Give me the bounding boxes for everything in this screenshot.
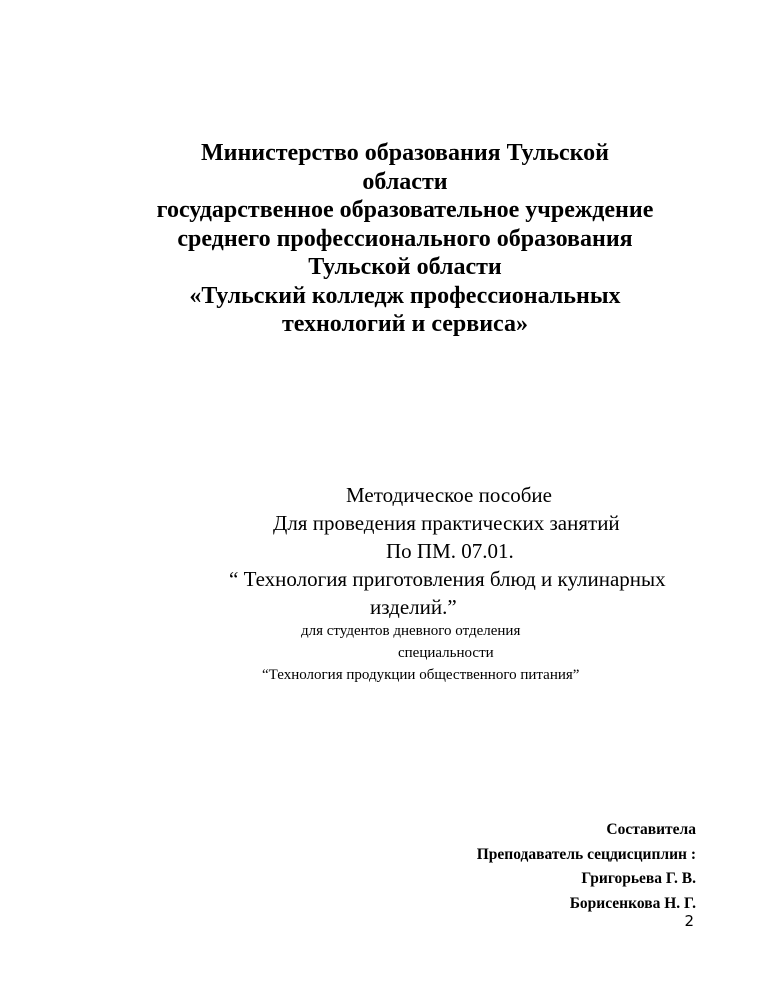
author-name: Григорьева Г. В. xyxy=(581,870,696,887)
authors-role: Преподаватель сецдисциплин : xyxy=(476,845,696,863)
header-line: Министерство образования Тульской xyxy=(200,140,610,166)
manual-type: Методическое пособие xyxy=(346,483,552,507)
header-line: среднего профессионального образования xyxy=(177,225,633,252)
manual-module: По ПМ. 07.01. xyxy=(386,539,514,563)
manual-topic-line1: “ Технология приготовления блюд и кулинарных xyxy=(229,567,666,591)
specialty-label: специальности xyxy=(398,645,494,661)
specialty-name: “Технология продукции общественного питания” xyxy=(262,667,580,683)
author-name: Борисенкова Н. Г. xyxy=(569,894,696,912)
header-line: государственное образовательное учреждение xyxy=(156,197,654,223)
header-line: области xyxy=(362,168,448,195)
authors-block xyxy=(477,818,696,916)
header-line: технологий и сервиса» xyxy=(282,311,528,337)
manual-topic-line2: изделий.” xyxy=(370,595,457,619)
page-number: 2 xyxy=(684,912,694,930)
header-line: «Тульский колледж профессиональных xyxy=(189,282,621,309)
header-line: Тульской области xyxy=(308,254,502,280)
manual-purpose: Для проведения практических занятий xyxy=(273,511,620,535)
audience-text: для студентов дневного отделения xyxy=(301,623,521,639)
institution-header xyxy=(120,139,690,339)
authors-heading: Составитела xyxy=(606,821,696,838)
